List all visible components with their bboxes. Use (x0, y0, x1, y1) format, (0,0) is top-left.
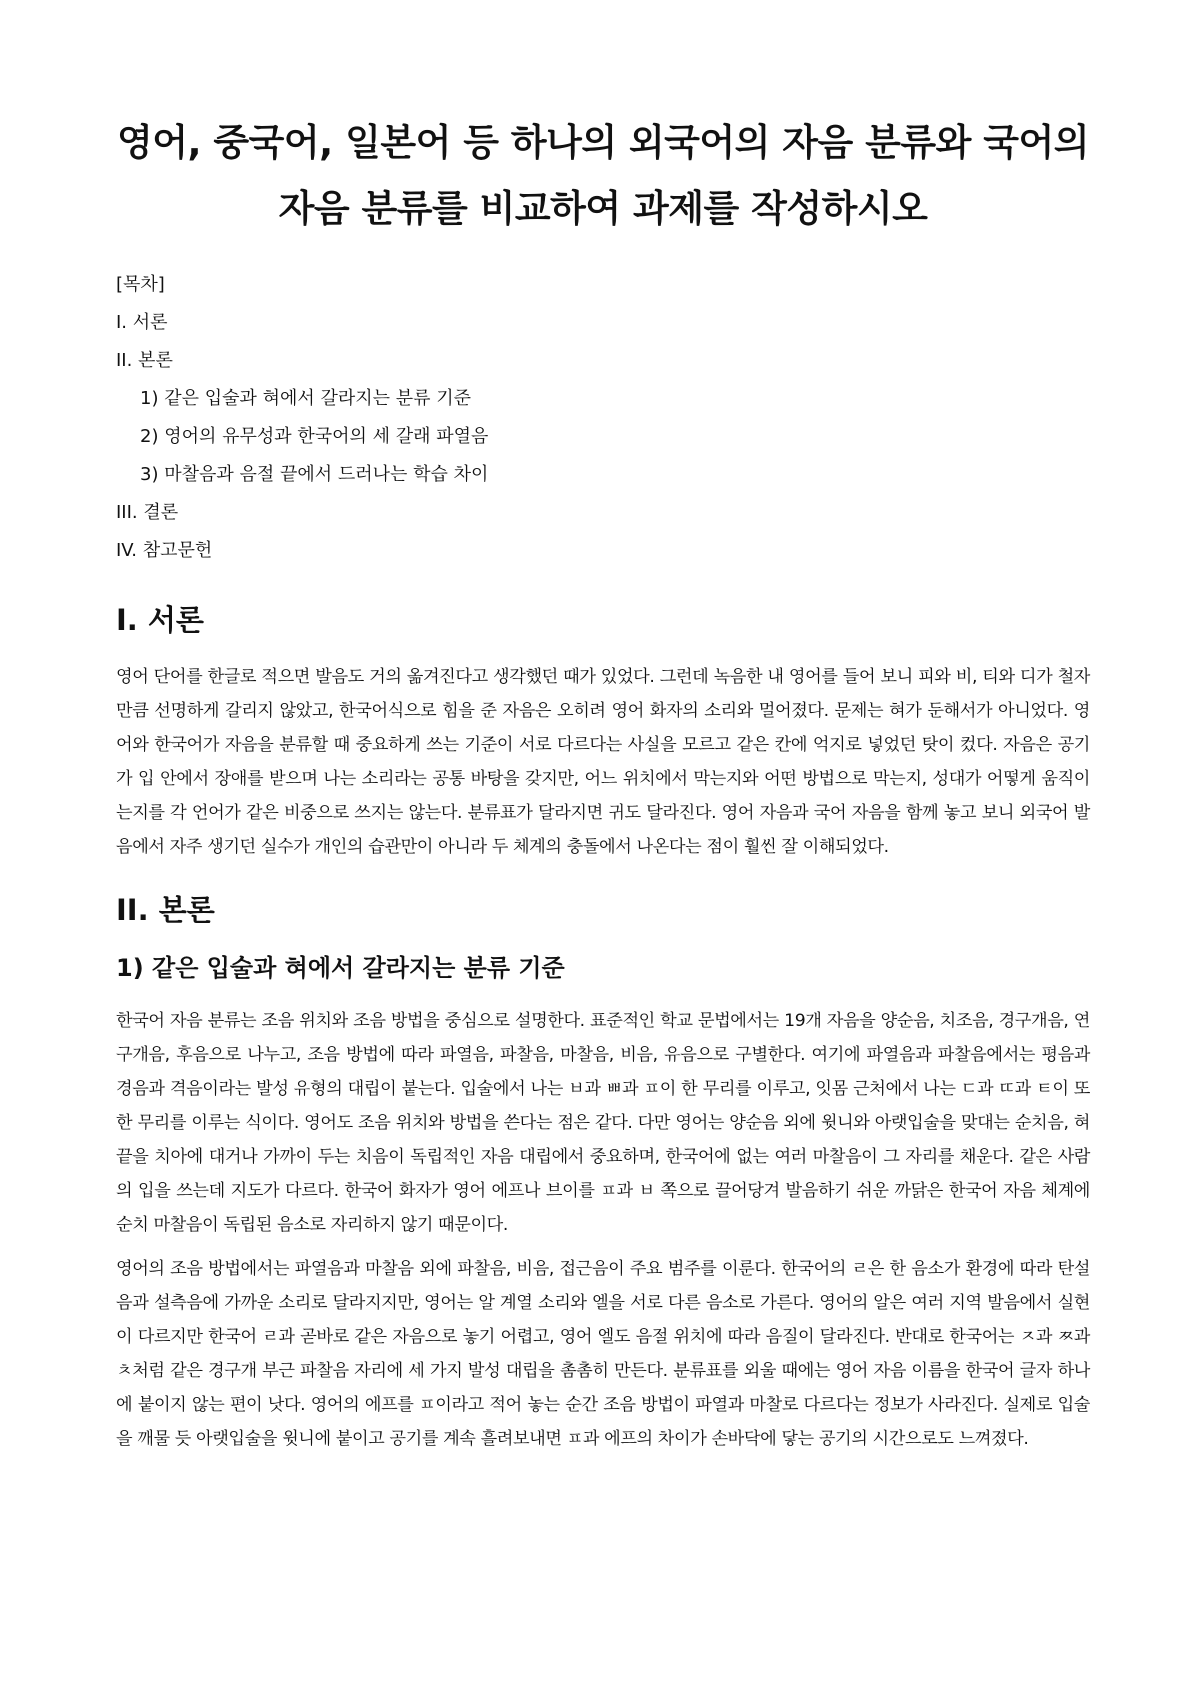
table-of-contents (116, 266, 1090, 570)
body-subsection-1-paragraph-1: 한국어 자음 분류는 조음 위치와 조음 방법을 중심으로 설명한다. 표준적인 학교 문법에서는 19개 자음을 양순음, 치조음, 경구개음, 연구개음, 후음으로 나누고, 조음 방법에 따라 파열음, 파찰음, 마찰음, 비음, 유음으로 구별한다. 여기에 파열음과 파찰음에서는 평음과 경음과 격음이라는 발성 유형의 대립이 붙는다. 입술에서 나는 ㅂ과 ㅃ과 ㅍ이 한 무리를 이루고, 잇몸 근처에서 나는 ㄷ과 ㄸ과 ㅌ이 또 한 무리를 이루는 식이다. 영어도 조음 위치와 방법을 쓴다는 점은 같다. 다만 영어는 양순음 외에 윗니와 아랫입술을 맞대는 순치음, 혀끝을 치아에 대거나 가까이 두는 치음이 독립적인 자음 대립에서 중요하며, 한국어에 없는 여러 마찰음이 그 자리를 채운다. 같은 사람의 입을 쓰는데 지도가 다르다. 한국어 화자가 영어 에프나 브이를 ㅍ과 ㅂ 쪽으로 끌어당겨 발음하기 쉬운 까닭은 한국어 자음 체계에 순치 마찰음이 독립된 음소로 자리하지 않기 때문이다. (116, 1011, 1090, 1235)
body-subsection-1-paragraph-2: 영어의 조음 방법에서는 파열음과 마찰음 외에 파찰음, 비음, 접근음이 주요 범주를 이룬다. 한국어의 ㄹ은 한 음소가 환경에 따라 탄설음과 설측음에 가까운 소리로 달라지지만, 영어는 알 계열 소리와 엘을 서로 다른 음소로 가른다. 영어의 알은 여러 지역 발음에서 실현이 다르지만 한국어 ㄹ과 곧바로 같은 자음으로 놓기 어렵고, 영어 엘도 음절 위치에 따라 음질이 달라진다. 반대로 한국어는 ㅈ과 ㅉ과 ㅊ처럼 같은 경구개 부근 파찰음 자리에 세 가지 발성 대립을 촘촘히 만든다. 분류표를 외울 때에는 영어 자음 이름을 한국어 글자 하나에 붙이지 않는 편이 낫다. 영어의 에프를 ㅍ이라고 적어 놓는 순간 조음 방법이 파열과 마찰로 다르다는 정보가 사라진다. 실제로 입술을 깨물 듯 아랫입술을 윗니에 붙이고 공기를 계속 흘려보내면 ㅍ과 에프의 차이가 손바닥에 닿는 공기의 시간으로도 느껴졌다. (116, 1259, 1090, 1449)
document-title (116, 110, 1090, 242)
toc-heading: [목차] (116, 274, 165, 295)
document-title-line-2: 자음 분류를 비교하여 과제를 작성하시오 (278, 187, 928, 230)
body-subsection-1-heading: 1) 같은 입술과 혀에서 갈라지는 분류 기준 (116, 954, 565, 982)
intro-section (116, 600, 1090, 864)
body-heading: II. 본론 (116, 893, 215, 927)
toc-item-body-sub-3: 3) 마찰음과 음절 끝에서 드러나는 학습 차이 (140, 464, 489, 485)
document-title-line-1: 영어, 중국어, 일본어 등 하나의 외국어의 자음 분류와 국어의 (117, 121, 1089, 164)
intro-heading: I. 서론 (116, 603, 204, 637)
toc-item-references: IV. 참고문헌 (116, 540, 213, 561)
toc-item-body: II. 본론 (116, 350, 173, 371)
toc-item-body-sub-1: 1) 같은 입술과 혀에서 갈라지는 분류 기준 (140, 388, 472, 409)
toc-item-body-sub-2: 2) 영어의 유무성과 한국어의 세 갈래 파열음 (140, 426, 489, 447)
toc-item-intro: I. 서론 (116, 312, 168, 333)
body-section (116, 890, 1090, 1456)
toc-item-conclusion: III. 결론 (116, 502, 179, 523)
intro-paragraph: 영어 단어를 한글로 적으면 발음도 거의 옮겨진다고 생각했던 때가 있었다. 그런데 녹음한 내 영어를 들어 보니 피와 비, 티와 디가 철자만큼 선명하게 갈리지 않았고, 한국어식으로 힘을 준 자음은 오히려 영어 화자의 소리와 멀어졌다. 문제는 혀가 둔해서가 아니었다. 영어와 한국어가 자음을 분류할 때 중요하게 쓰는 기준이 서로 다르다는 사실을 모르고 같은 칸에 억지로 넣었던 탓이 컸다. 자음은 공기가 입 안에서 장애를 받으며 나는 소리라는 공통 바탕을 갖지만, 어느 위치에서 막는지와 어떤 방법으로 막는지, 성대가 어떻게 움직이는지를 각 언어가 같은 비중으로 쓰지는 않는다. 분류표가 달라지면 귀도 달라진다. 영어 자음과 국어 자음을 함께 놓고 보니 외국어 발음에서 자주 생기던 실수가 개인의 습관만이 아니라 두 체계의 충돌에서 나온다는 점이 훨씬 잘 이해되었다. (116, 667, 1090, 857)
